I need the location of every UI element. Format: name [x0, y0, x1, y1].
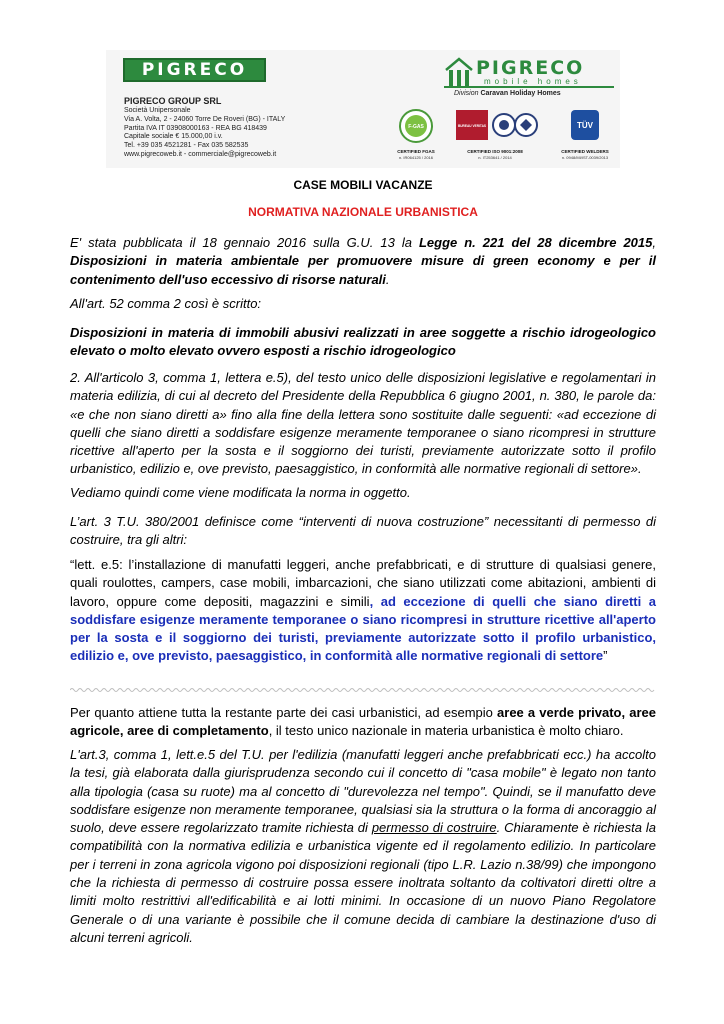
paragraph-definition: L’art. 3 T.U. 380/2001 definisce come “interventi di nuova costruzione” necessitanti di permesso di costruire, tra gli altri: — [70, 514, 656, 548]
svg-text:BUREAU VERITAS: BUREAU VERITAS — [457, 124, 487, 128]
paragraph-article-text: 2. All'articolo 3, comma 1, lettera e.5), del testo unico delle disposizioni legislative e regolamentari in materia edilizia, di cui al decreto del Presidente della Repubblica 6 giugno 2001, n. 380, le parole da: «e che non siano diretti a» fino alla fine della lettera sono sostituite dalle seguenti: «ad eccezione di quelli che siano diretti a soddisfare esigenze meramente temporanee o siano ricompresi in strutture ricettive all'aperto per la sosta e il soggiorno dei turisti, previamente autorizzate sotto il profilo urbanistico, edilizio e, ove previsto, paesaggistico, in conformità alle normative regionali di settore». — [70, 370, 656, 477]
certifications — [388, 108, 620, 164]
paragraph-quote: “lett. e.5: l’installazione di manufatti leggeri, anche prefabbricati, e di strutture di qualsiasi genere, quali roulottes, campers, case mobili, imbarcazioni, che siano utilizzati come abitazioni, ambienti di lavoro, oppure come depositi, magazzini e simili, ad eccezione di quelli che siano diretti a soddisfare esigenze meramente temporanee o siano ricompresi in strutture ricettive all'aperto per la sosta e il soggiorno dei turisti, previamente autorizzate sotto il profilo urbanistico, edilizio e, ove previsto, paesaggistico, in conformità alle normative regionali di settore” — [70, 557, 656, 664]
paragraph-article: All'art. 52 comma 2 così è scritto: — [70, 296, 262, 311]
paragraph-law: E' stata pubblicata il 18 gennaio 2016 sulla G.U. 13 la Legge n. 221 del 28 dicembre 2015, Disposizioni in materia ambientale per promuovere misure di green economy e per il contenimento dell'uso eccessivo di risorse naturali. — [70, 235, 656, 287]
company-info: PIGRECO GROUP SRL Società Unipersonale Via A. Volta, 2 - 24060 Torre De Roveri (BG) - ITALY Partita IVA IT 03908000163 - REA BG 418439 Capitale sociale € 15.000,00 i.v. Tel. +39 035 4521281 - Fax 035 582535 www.pigrecoweb.it - commerciale@pigrecoweb.it — [124, 96, 286, 158]
wavy-divider — [70, 687, 656, 693]
division-label: Division Caravan Holiday Homes — [454, 90, 561, 97]
tuv-badge-icon — [567, 108, 603, 144]
document-title: CASE MOBILI VACANZE — [293, 178, 433, 192]
document-subtitle: NORMATIVA NAZIONALE URBANISTICA — [248, 205, 478, 219]
paragraph-mobile-home-concept: L'art.3, comma 1, lett.e.5 del T.U. per l'edilizia (manufatti leggeri anche prefabbricati ecc.) ha accolto la tesi, già elaborata dalla giurisprudenza secondo cui il concetto di "casa mobile" è legato non tanto alla tipologia (casa su ruote) ma al concetto di "durevolezza nel tempo". Quindi, se il manufatto deve soddisfare esigenze non meramente temporanee, qualsiasi sia la struttura o la forma di ancoraggio al suolo, deve essere regolarizzato tramite richiesta di permesso di costruire. Chiaramente è richiesta la compatibilità con la normativa edilizia e urbanistica vigente ed il regolamento edilizio. In particolare per i terreni in zona agricola vigono poi disposizioni regionali (tipo L.R. Lazio n.38/99) che impongono che la richiesta di permesso di costruire possa essere inoltrata soltanto da coltivatori diretti oltre a limiti molto restrittivi all'edificabilità e ai lotti minimi. In occasione di un nuovo Piano Regolatore Generale o di una variante è possibile che il comune decida di cambiare la destinazione d'uso di alcuni terreni agricoli. — [70, 747, 656, 945]
letterhead — [106, 50, 620, 168]
cert-iso: BUREAU VERITAS CERTIFIED ISO 9001:2008 n. IT253641 / 2014 — [450, 108, 540, 160]
fgas-badge-icon — [398, 108, 434, 144]
paragraph-urban-cases: Per quanto attiene tutta la restante parte dei casi urbanistici, ad esempio aree a verde privato, aree agricole, aree di completamento, il testo unico nazionale in materia urbanistica è molto chiaro. — [70, 705, 656, 739]
cert-fgas: F-GAS CERTIFIED FGAS n. IR064125 / 2016 — [388, 108, 444, 160]
svg-text:TÜV: TÜV — [577, 121, 593, 130]
document-titles — [70, 178, 656, 219]
pigreco-mobile-homes-logo: PIGRECO mobile homes — [444, 56, 614, 92]
pigreco-logo: PIGRECO — [123, 58, 266, 82]
svg-text:F-GAS: F-GAS — [408, 124, 424, 130]
iso-badge-icon — [450, 108, 540, 144]
paragraph-provisions-heading: Disposizioni in materia di immobili abusivi realizzati in aree soggette a rischio idrogeologico elevato o molto elevato ovvero esposti a rischio idrogeologico — [70, 325, 656, 359]
house-icon — [444, 56, 474, 88]
paragraph-modification: Vediamo quindi come viene modificata la norma in oggetto. — [70, 485, 411, 500]
company-name: PIGRECO GROUP SRL — [124, 96, 222, 106]
cert-welders: TÜV CERTIFIED WELDERS n. 0948/MI/IST-0039/2013 — [552, 108, 618, 160]
logo-divider — [444, 86, 614, 88]
